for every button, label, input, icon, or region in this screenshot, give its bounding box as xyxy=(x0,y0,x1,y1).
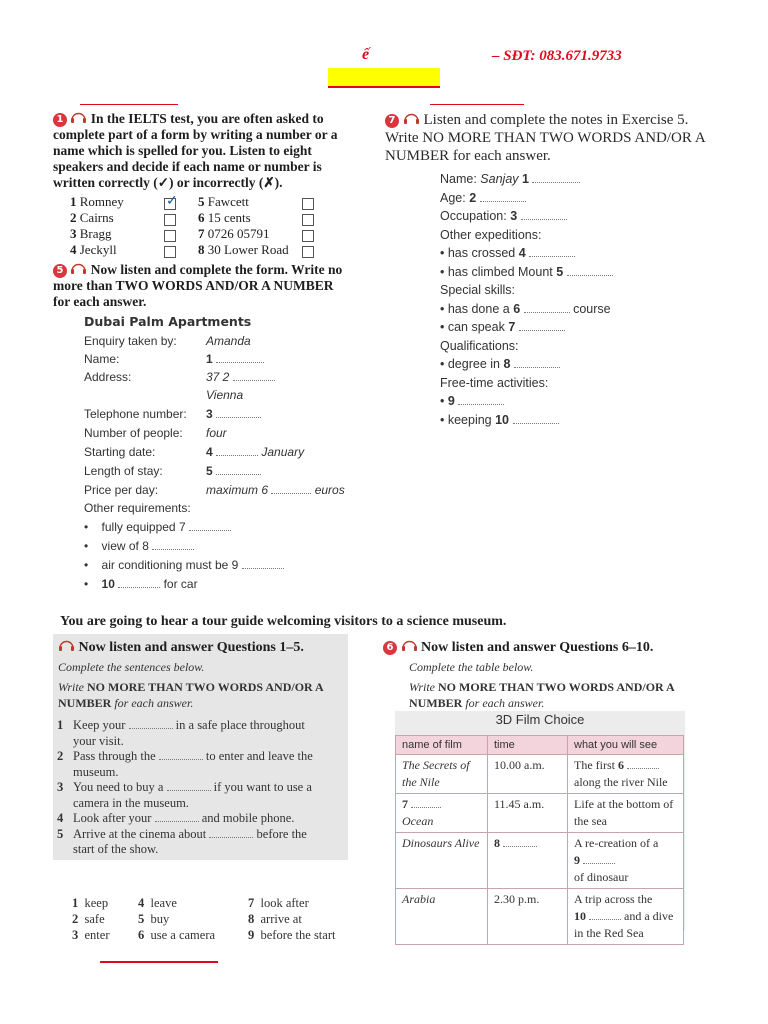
table-title: 3D Film Choice xyxy=(395,711,685,731)
answer-blank[interactable] xyxy=(216,446,258,456)
list-item: 3 Bragg xyxy=(70,226,112,241)
answer-blank[interactable] xyxy=(159,750,203,760)
checkmark-icon: ✓ xyxy=(166,194,178,209)
headphones-icon xyxy=(58,638,75,652)
film-table xyxy=(395,735,684,945)
table-header-row xyxy=(396,736,684,755)
answer-blank[interactable] xyxy=(129,719,173,729)
answer-blank[interactable] xyxy=(411,798,441,808)
answer-blank[interactable] xyxy=(627,759,659,769)
questions-6-10 xyxy=(383,638,703,711)
table-panel xyxy=(395,731,685,940)
list-item: 8 30 Lower Road xyxy=(198,242,289,257)
list-item: 7 0726 05791 xyxy=(198,226,270,241)
exercise-number-badge: 5 xyxy=(53,264,67,278)
answer-blank[interactable] xyxy=(216,353,264,363)
checkbox[interactable] xyxy=(164,214,176,226)
answer-blank[interactable] xyxy=(271,484,311,494)
answer-blank[interactable] xyxy=(503,837,537,847)
table-row: Dinosaurs Alive 8 A re-creation of a 9 of dinosaur xyxy=(396,833,684,889)
sentence-list: 1 Keep your in a safe place throughout your visit. 2 Pass through the to enter and leave the museum. 3 You need to buy a if you want to use a camera in the museum. 4 Look after your and mobile phone. 5 Arrive at the cinema about before the start of the show. xyxy=(57,718,347,858)
exercise-1 xyxy=(53,110,343,191)
list-item: 5 Arrive at the cinema about before the xyxy=(57,826,307,841)
headphones-icon xyxy=(70,110,87,124)
column-header: time xyxy=(488,736,568,755)
answer-blank[interactable] xyxy=(589,910,621,920)
checkbox[interactable] xyxy=(302,214,314,226)
answer-blank[interactable] xyxy=(529,247,575,257)
checkbox[interactable] xyxy=(302,246,314,258)
headphones-icon xyxy=(70,261,87,275)
answer-blank[interactable] xyxy=(458,395,504,405)
answer-blank[interactable] xyxy=(155,812,199,822)
column-header: what you will see xyxy=(568,736,684,755)
list-item: 4 Look after your and mobile phone. xyxy=(57,811,295,825)
exercise-number-badge: 6 xyxy=(383,641,397,655)
questions-1-5-heading: Now listen and answer Questions 1–5. xyxy=(78,640,304,655)
questions-1-5-write: Write NO MORE THAN TWO WORDS AND/OR A NUMBER for each answer. xyxy=(58,680,324,710)
red-underline xyxy=(430,104,524,105)
exercise-5 xyxy=(53,261,345,310)
exercise-7-notes: Name: Sanjay 1 Age: 2 Occupation: 3 Other expeditions: • has crossed 4 • has climbed Mount 5 Special skills: • has done a 6 course • can speak 7 Qualifications: • degree in 8 Free-time activities: • 9 • keeping 10 xyxy=(440,172,710,432)
list-item: 2 Pass through the to enter and leave the xyxy=(57,749,313,763)
exercise-1-instruction: 1 In the IELTS test, you are often asked to complete part of a form by writing a number or a name which is spelled for you. Listen to eight speakers and decide if each name or number is written correctly (✓) or incorrectly (✗). xyxy=(53,111,338,190)
exercise-number-badge: 7 xyxy=(385,114,399,128)
highlight-bar xyxy=(328,68,440,88)
answer-blank[interactable] xyxy=(216,408,261,418)
column-header: name of film xyxy=(396,736,488,755)
headphones-icon xyxy=(401,638,418,652)
list-item: 1 Romney xyxy=(70,194,124,209)
answer-blank[interactable] xyxy=(152,540,194,550)
answer-blank[interactable] xyxy=(514,358,560,368)
exercise-7-instruction: 7 Listen and complete the notes in Exercise 5. Write NO MORE THAN TWO WORDS AND/OR A NUMBER for each answer. xyxy=(385,112,705,164)
checkbox[interactable] xyxy=(164,246,176,258)
red-underline xyxy=(80,104,178,105)
header-phone: – SĐT: 083.671.9733 xyxy=(492,48,622,64)
answer-blank[interactable] xyxy=(242,559,284,569)
checkbox[interactable] xyxy=(302,230,314,242)
answer-blank[interactable] xyxy=(532,173,580,183)
list-item: 2 Cairns xyxy=(70,210,114,225)
headphones-icon xyxy=(403,111,420,125)
list-item: 1 Keep your in a safe place throughout xyxy=(57,718,305,732)
table-row: Arabia 2.30 p.m. A trip across the 10 and a dive in the Red Sea xyxy=(396,889,684,945)
questions-6-10-sub: Complete the table below. xyxy=(409,660,534,674)
answer-blank[interactable] xyxy=(189,521,231,531)
form-title: Dubai Palm Apartments xyxy=(84,314,252,329)
table-row: The Secrets of the Nile 10.00 a.m. The first 6 along the river Nile xyxy=(396,755,684,794)
questions-1-5-sub: Complete the sentences below. xyxy=(58,660,205,674)
list-item: 6 15 cents xyxy=(198,210,251,225)
questions-1-5 xyxy=(58,638,348,711)
red-underline xyxy=(100,961,218,963)
answer-blank[interactable] xyxy=(519,321,565,331)
answer-options: 1 keep 4 leave 7 look after 2 safe 5 buy 8 arrive at 3 enter 6 use a camera 9 before the start xyxy=(72,896,336,942)
checkbox[interactable] xyxy=(164,230,176,242)
answer-blank[interactable] xyxy=(583,854,615,864)
exercise-5-instruction: 5 Now listen and complete the form. Write no more than TWO WORDS AND/OR A NUMBER for each answer. xyxy=(53,262,343,309)
checkbox[interactable] xyxy=(302,198,314,210)
dubai-form: Enquiry taken by: Amanda Name: 1 Address: 37 2 Vienna Telephone number: 3 Number of people: four Starting date: 4 January Length of stay: 5 Price per day: maximum 6 euros Other requirements: • fully equipped 7 • view of 8 • air conditioning must be 9 • 10 for car xyxy=(84,334,345,591)
answer-blank[interactable] xyxy=(233,371,275,381)
list-item: 5 Fawcett xyxy=(198,194,249,209)
answer-blank[interactable] xyxy=(521,210,567,220)
answer-blank[interactable] xyxy=(567,266,613,276)
checkbox[interactable] xyxy=(164,194,178,210)
answer-blank[interactable] xyxy=(118,578,160,588)
exercise-7 xyxy=(385,111,715,165)
answer-blank[interactable] xyxy=(513,414,559,424)
questions-6-10-write: Write NO MORE THAN TWO WORDS AND/OR A NUMBER for each answer. xyxy=(409,680,675,710)
header-accent-char: ế xyxy=(362,46,370,63)
exercise-number-badge: 1 xyxy=(53,113,67,127)
answer-blank[interactable] xyxy=(216,465,261,475)
list-item: 3 You need to buy a if you want to use a xyxy=(57,780,312,794)
answer-blank[interactable] xyxy=(209,828,253,838)
answer-blank[interactable] xyxy=(167,781,211,791)
questions-6-10-heading: Now listen and answer Questions 6–10. xyxy=(421,640,654,655)
section-intro: You are going to hear a tour guide welcoming visitors to a science museum. xyxy=(60,614,507,629)
table-row: 7 Ocean 11.45 a.m. Life at the bottom of the sea xyxy=(396,794,684,833)
answer-blank[interactable] xyxy=(480,192,526,202)
answer-blank[interactable] xyxy=(524,303,570,313)
list-item: 4 Jeckyll xyxy=(70,242,117,257)
